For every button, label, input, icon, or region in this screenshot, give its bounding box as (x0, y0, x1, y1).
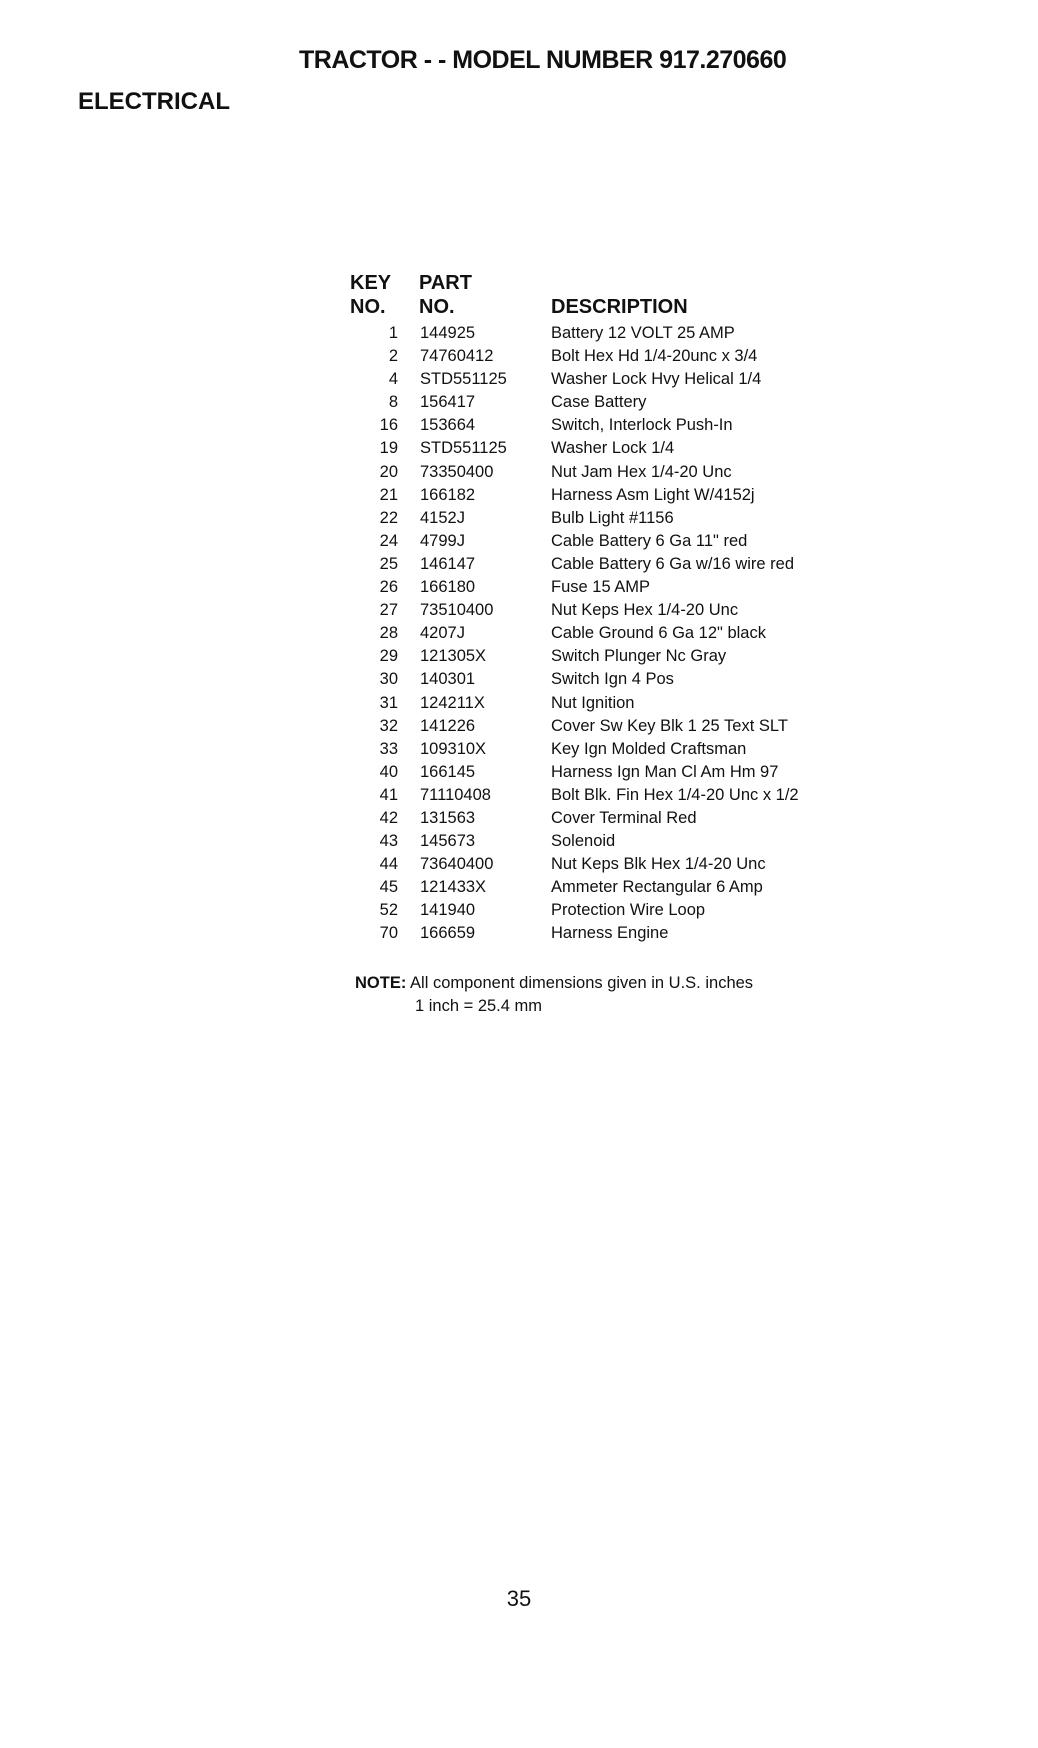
key-no-cell: 31 (379, 693, 398, 712)
table-row (350, 622, 950, 645)
part-no-cell: 4152J (420, 508, 465, 527)
description-cell: Harness Asm Light W/4152j (551, 485, 755, 504)
description-cell: Nut Keps Hex 1/4-20 Unc (551, 601, 739, 620)
table-row (350, 553, 950, 576)
description-cell: Cover Sw Key Blk 1 25 Text SLT (551, 716, 788, 735)
key-no-cell: 30 (379, 670, 398, 689)
part-no-cell: 141226 (420, 716, 476, 735)
section-heading: ELECTRICAL (78, 88, 230, 115)
part-no-cell: 166180 (420, 578, 476, 597)
part-no-cell: 109310X (420, 739, 487, 758)
table-row (350, 461, 950, 484)
part-no-cell: 146147 (420, 554, 476, 573)
part-no-cell: 4799J (420, 531, 465, 550)
table-row (350, 807, 950, 830)
key-no-cell: 45 (379, 878, 398, 897)
page-title: TRACTOR - - MODEL NUMBER 917.270660 (299, 46, 787, 74)
key-no-cell: 2 (388, 347, 398, 366)
description-cell: Cover Terminal Red (551, 808, 697, 827)
description-cell: Switch, Interlock Push-In (551, 416, 733, 435)
key-no-cell: 27 (379, 601, 398, 620)
description-cell: Battery 12 VOLT 25 AMP (551, 324, 735, 342)
key-no-header-line1: KEY (350, 272, 392, 294)
note-line-2: 1 inch = 25.4 mm (415, 997, 543, 1015)
key-no-cell: 21 (379, 485, 398, 504)
table-row (350, 668, 950, 691)
table-row (350, 507, 950, 530)
part-no-cell: 124211X (420, 693, 485, 712)
table-row (350, 738, 950, 761)
key-no-cell: 8 (388, 393, 398, 412)
table-row (350, 599, 950, 622)
key-no-cell: 16 (379, 416, 398, 435)
table-row (350, 368, 950, 391)
table-row (350, 530, 950, 553)
description-cell: Washer Lock Hvy Helical 1/4 (551, 370, 762, 389)
table-row (350, 692, 950, 715)
key-no-cell: 42 (379, 808, 398, 827)
page-number: 35 (506, 1586, 532, 1611)
key-no-cell: 25 (379, 554, 398, 573)
note-label: NOTE: (355, 974, 407, 992)
key-no-cell: 22 (379, 508, 398, 527)
part-no-cell: 131563 (420, 808, 476, 827)
description-cell: Bolt Hex Hd 1/4-20unc x 3/4 (551, 347, 758, 366)
part-no-cell: 121433X (420, 878, 487, 897)
key-no-cell: 44 (379, 855, 398, 874)
key-no-cell: 20 (379, 462, 398, 481)
description-cell: Switch Ign 4 Pos (551, 670, 674, 689)
description-cell: Case Battery (551, 393, 647, 412)
part-no-header-line1: PART (419, 272, 472, 294)
part-no-cell: 71110408 (420, 785, 491, 804)
description-cell: Harness Engine (551, 924, 669, 943)
description-cell: Protection Wire Loop (551, 901, 706, 920)
table-row (350, 922, 950, 945)
part-no-cell: 73640400 (420, 855, 494, 874)
description-cell: Washer Lock 1/4 (551, 439, 675, 458)
description-cell: Key Ign Molded Craftsman (551, 739, 747, 758)
part-no-cell: 145673 (420, 832, 476, 851)
key-no-cell: 52 (379, 901, 398, 920)
description-header: DESCRIPTION (551, 296, 688, 318)
part-no-cell: STD551125 (420, 370, 507, 389)
table-row (350, 853, 950, 876)
part-no-cell: 153664 (420, 416, 476, 435)
description-cell: Bolt Blk. Fin Hex 1/4-20 Unc x 1/2 (551, 785, 799, 804)
table-row (350, 391, 950, 414)
table-row (350, 876, 950, 899)
part-no-cell: 156417 (420, 393, 476, 412)
table-row (350, 899, 950, 922)
note-block (355, 972, 753, 1018)
description-cell: Cable Battery 6 Ga w/16 wire red (551, 554, 795, 573)
description-cell: Nut Keps Blk Hex 1/4-20 Unc (551, 855, 766, 874)
table-row (350, 345, 950, 368)
table-row (350, 576, 950, 599)
description-cell: Switch Plunger Nc Gray (551, 647, 727, 666)
key-no-cell: 1 (388, 324, 398, 342)
table-row (350, 322, 950, 345)
part-no-cell: STD551125 (420, 439, 507, 458)
key-no-cell: 32 (379, 716, 398, 735)
key-no-cell: 43 (379, 832, 398, 851)
part-no-header-line2: NO. (419, 296, 455, 318)
key-no-cell: 33 (379, 739, 398, 758)
table-header (350, 272, 950, 322)
note-text: All component dimensions given in U.S. inches (410, 974, 754, 992)
part-no-cell: 166145 (420, 762, 476, 781)
key-no-cell: 28 (379, 624, 398, 643)
key-no-cell: 19 (379, 439, 398, 458)
table-row (350, 784, 950, 807)
key-no-cell: 70 (379, 924, 398, 943)
table-row (350, 414, 950, 437)
description-cell: Fuse 15 AMP (551, 578, 651, 597)
table-row (350, 715, 950, 738)
part-no-cell: 141940 (420, 901, 476, 920)
table-row (350, 761, 950, 784)
note-line-1 (355, 972, 753, 995)
key-no-cell: 40 (379, 762, 398, 781)
key-no-cell: 26 (379, 578, 398, 597)
description-cell: Bulb Light #1156 (551, 508, 674, 527)
parts-rows (350, 322, 950, 946)
table-row (350, 645, 950, 668)
part-no-cell: 73510400 (420, 601, 494, 620)
part-no-cell: 140301 (420, 670, 476, 689)
description-cell: Cable Battery 6 Ga 11" red (551, 531, 748, 550)
description-cell: Harness Ign Man Cl Am Hm 97 (551, 762, 779, 781)
key-no-cell: 29 (379, 647, 398, 666)
key-no-header-line2: NO. (350, 296, 386, 318)
key-no-cell: 4 (388, 370, 398, 389)
description-cell: Nut Jam Hex 1/4-20 Unc (551, 462, 732, 481)
description-cell: Solenoid (551, 832, 616, 851)
part-no-cell: 74760412 (420, 347, 494, 366)
part-no-cell: 166659 (420, 924, 476, 943)
description-cell: Ammeter Rectangular 6 Amp (551, 878, 763, 897)
part-no-cell: 121305X (420, 647, 487, 666)
table-row (350, 484, 950, 507)
table-row (350, 437, 950, 460)
part-no-cell: 166182 (420, 485, 476, 504)
table-row (350, 830, 950, 853)
part-no-cell: 144925 (420, 324, 476, 342)
part-no-cell: 73350400 (420, 462, 494, 481)
description-cell: Cable Ground 6 Ga 12" black (551, 624, 766, 643)
key-no-cell: 41 (379, 785, 398, 804)
parts-table (350, 272, 950, 946)
part-no-cell: 4207J (420, 624, 465, 643)
key-no-cell: 24 (379, 531, 398, 550)
description-cell: Nut Ignition (551, 693, 635, 712)
